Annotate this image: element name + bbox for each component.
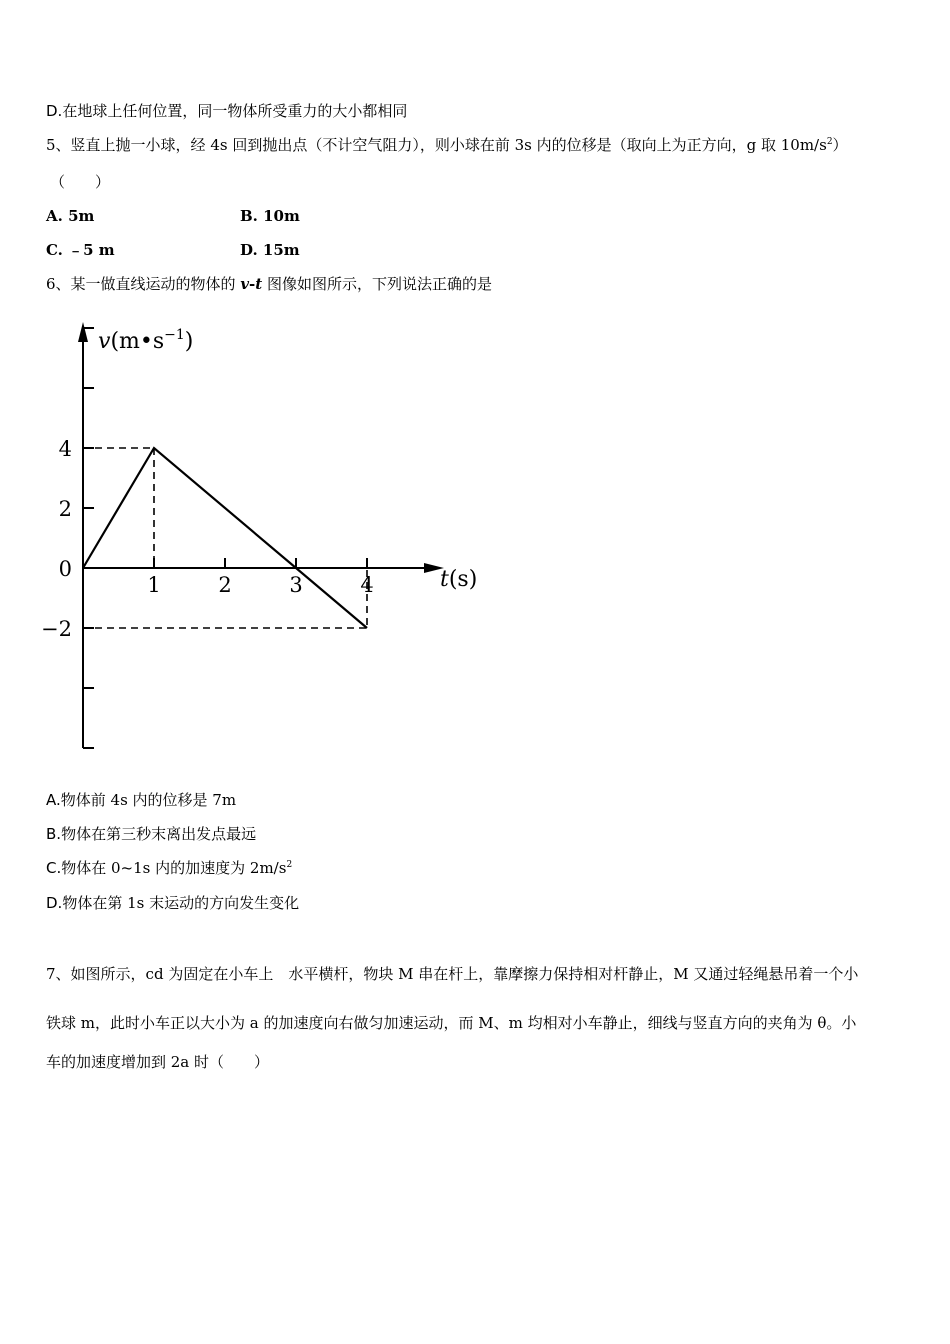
x-tick-label: 4 bbox=[360, 573, 374, 597]
q6-option-b bbox=[46, 824, 256, 844]
q6-option-c-text: 物体在 0~1s 内的加速度为 2m/s bbox=[61, 859, 287, 877]
q5-stem-sup: 2 bbox=[826, 137, 833, 147]
q6-option-c-sup: 2 bbox=[286, 860, 293, 870]
y-tick-label: 2 bbox=[58, 497, 72, 521]
q6-stem-dash: - bbox=[249, 275, 256, 293]
q6-stem-var-v: v bbox=[240, 275, 250, 293]
q6-stem-suffix: 图像如图所示，下列说法正确的是 bbox=[262, 275, 492, 293]
vt-graph bbox=[40, 312, 490, 762]
q6-option-c-letter: C. bbox=[46, 859, 62, 877]
q7-line-1: 7、如图所示，cd 为固定在小车上 水平横杆，物块 M 串在杆上，靠摩擦力保持相对杆静止，M 又通过轻绳悬吊着一个小 bbox=[46, 965, 859, 983]
q5-stem-text: 5、竖直上抛一小球，经 4s 回到抛出点（不计空气阻力），则小球在前 3s 内的位移是（取向上为正方向，g 取 10m/s bbox=[46, 136, 827, 154]
q6-option-b-text: 物体在第三秒末离出发点最远 bbox=[61, 825, 257, 843]
y-tick-label: 4 bbox=[58, 437, 72, 461]
q6-stem-prefix: 6、某一做直线运动的物体的 bbox=[46, 275, 241, 293]
q6-option-d-text: 物体在第 1s 末运动的方向发生变化 bbox=[62, 894, 300, 912]
q4-option-d bbox=[46, 101, 407, 121]
q6-option-a-letter: A. bbox=[46, 791, 61, 809]
q5-option-c: C. ﹣5 m bbox=[46, 241, 115, 259]
q6-option-c bbox=[46, 858, 292, 878]
y-axis-label: $v(m•s^{-1})$ bbox=[98, 327, 194, 354]
q6-option-d-letter: D. bbox=[46, 894, 63, 912]
q6-option-a bbox=[46, 790, 236, 810]
q6-stem bbox=[46, 274, 492, 294]
y-tick-label: −2 bbox=[41, 617, 72, 641]
x-tick-label: 1 bbox=[147, 573, 161, 597]
x-tick-label: 2 bbox=[218, 573, 232, 597]
q7-line-2: 铁球 m，此时小车正以大小为 a 的加速度向右做匀加速运动，而 M、m 均相对小车静止，细线与竖直方向的夹角为 θ。小 bbox=[46, 1014, 857, 1032]
q7-line-3: 车的加速度增加到 2a 时（ ） bbox=[46, 1053, 270, 1071]
q6-stem-var-t: t bbox=[255, 275, 263, 293]
q5-stem-close: ） bbox=[832, 136, 848, 154]
x-axis-label: t(s) bbox=[440, 567, 478, 592]
x-tick-label: 3 bbox=[289, 573, 303, 597]
y-tick-label: 0 bbox=[58, 557, 72, 581]
q6-option-d bbox=[46, 893, 299, 913]
q5-stem bbox=[46, 135, 848, 155]
q6-option-b-letter: B. bbox=[46, 825, 62, 843]
q5-option-d: D. 15m bbox=[240, 241, 300, 259]
q5-option-b: B. 10m bbox=[240, 207, 300, 225]
q6-option-a-text: 物体前 4s 内的位移是 7m bbox=[60, 791, 237, 809]
q5-option-a: A. 5m bbox=[46, 207, 95, 225]
velocity-series-line bbox=[83, 448, 367, 628]
q4-option-d-text: D.在地球上任何位置，同一物体所受重力的大小都相同 bbox=[46, 102, 408, 120]
q5-answer-paren: （ ） bbox=[50, 173, 111, 191]
y-axis-arrow bbox=[78, 322, 88, 342]
